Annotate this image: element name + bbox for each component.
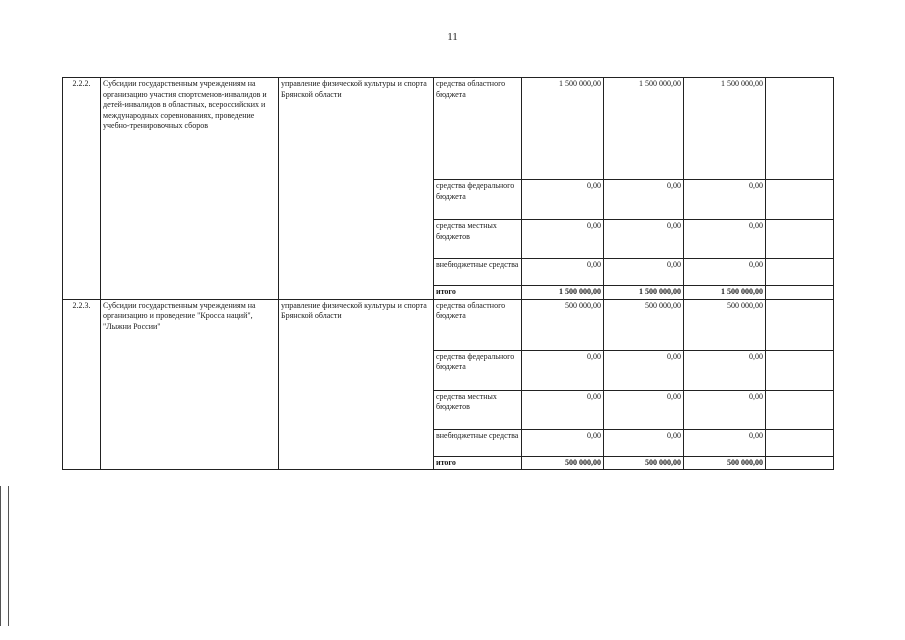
value-cell: 1 500 000,00 (522, 78, 604, 180)
total-value: 1 500 000,00 (522, 286, 604, 300)
empty-cell (766, 220, 834, 259)
table-row (63, 78, 834, 180)
value-cell: 0,00 (684, 259, 766, 286)
value-cell: 0,00 (522, 390, 604, 429)
source-name: средства федерального бюджета (434, 350, 522, 390)
page-number: 11 (447, 31, 458, 43)
empty-cell (766, 456, 834, 470)
item-code: 2.2.3. (63, 299, 101, 470)
item-description: Субсидии государственным учреждениям на организацию участия спортсменов-инвалидов и детей-инвалидов в областных, всероссийских и международных соревнованиях, проведение учебно-тренировочных сборов (101, 78, 279, 300)
empty-cell (766, 78, 834, 180)
value-cell: 0,00 (684, 350, 766, 390)
item-description: Субсидии государственным учреждениям на организацию и проведение "Кросса наций", "Лыжни России" (101, 299, 279, 470)
value-cell: 1 500 000,00 (604, 78, 684, 180)
value-cell: 0,00 (604, 350, 684, 390)
value-cell: 0,00 (522, 180, 604, 220)
total-value: 1 500 000,00 (684, 286, 766, 300)
empty-cell (766, 390, 834, 429)
value-cell: 0,00 (604, 259, 684, 286)
total-value: 1 500 000,00 (604, 286, 684, 300)
value-cell: 0,00 (522, 220, 604, 259)
source-name: средства местных бюджетов (434, 220, 522, 259)
empty-cell (766, 286, 834, 300)
value-cell: 0,00 (522, 350, 604, 390)
value-cell: 0,00 (522, 259, 604, 286)
empty-cell (766, 429, 834, 456)
budget-table (62, 77, 834, 470)
value-cell: 0,00 (684, 220, 766, 259)
scan-edge-line (0, 486, 1, 626)
table-row (63, 299, 834, 350)
value-cell: 0,00 (684, 180, 766, 220)
value-cell: 0,00 (604, 429, 684, 456)
total-value: 500 000,00 (604, 456, 684, 470)
source-name: средства областного бюджета (434, 78, 522, 180)
source-name: средства местных бюджетов (434, 390, 522, 429)
empty-cell (766, 180, 834, 220)
source-name: средства федерального бюджета (434, 180, 522, 220)
value-cell: 0,00 (604, 180, 684, 220)
empty-cell (766, 350, 834, 390)
value-cell: 0,00 (522, 429, 604, 456)
empty-cell (766, 299, 834, 350)
value-cell: 500 000,00 (604, 299, 684, 350)
source-name: внебюджетные средства (434, 429, 522, 456)
total-value: 500 000,00 (522, 456, 604, 470)
value-cell: 500 000,00 (684, 299, 766, 350)
value-cell: 0,00 (604, 390, 684, 429)
total-value: 500 000,00 (684, 456, 766, 470)
value-cell: 1 500 000,00 (684, 78, 766, 180)
total-label: итого (434, 456, 522, 470)
item-executor: управление физической культуры и спорта Брянской области (279, 299, 434, 470)
source-name: внебюджетные средства (434, 259, 522, 286)
value-cell: 0,00 (684, 390, 766, 429)
value-cell: 0,00 (684, 429, 766, 456)
value-cell: 0,00 (604, 220, 684, 259)
item-code: 2.2.2. (63, 78, 101, 300)
source-name: средства областного бюджета (434, 299, 522, 350)
item-executor: управление физической культуры и спорта Брянской области (279, 78, 434, 300)
empty-cell (766, 259, 834, 286)
scan-edge-line (8, 486, 9, 626)
value-cell: 500 000,00 (522, 299, 604, 350)
total-label: итого (434, 286, 522, 300)
